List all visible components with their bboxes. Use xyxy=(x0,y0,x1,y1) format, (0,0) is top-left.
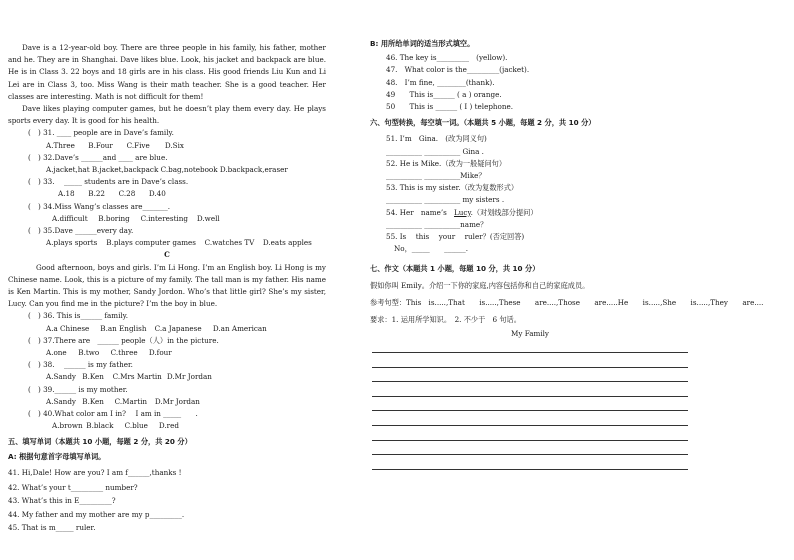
option-c: C.Martin xyxy=(114,396,148,406)
option-a: A.18 xyxy=(58,189,75,199)
question-stem: ( ) 31. ____ people are in Dave’s family. xyxy=(28,128,174,138)
question-31 xyxy=(8,127,326,151)
option-c: C.watches TV xyxy=(204,238,255,248)
fill-44: 44. My father and my mother are my p_________. xyxy=(8,509,185,519)
transform-question: 55. Is this your ruler？(否定回答) xyxy=(386,232,525,242)
question-options xyxy=(8,213,326,225)
question-36 xyxy=(8,310,326,334)
fill-41: 41. Hi,Dale! How are you? I am f______,thanks ! xyxy=(8,467,182,477)
transform-answer: __________ __________ Gina . xyxy=(386,146,484,156)
fill-42: 42. What’s your t_________ number? xyxy=(8,483,138,493)
option-a: A.brown xyxy=(52,421,83,431)
option-d: D.Six xyxy=(164,140,184,150)
option-d: D.Mr Jordan xyxy=(166,372,212,382)
transform-answer: __________ __________Mike？ xyxy=(386,171,486,181)
option-d: D.40 xyxy=(148,189,166,199)
option-a: A.a Chinese xyxy=(46,323,90,333)
section-5-heading: 五、填写单词（本题共 10 小题，每题 2 分，共 20 分） xyxy=(8,436,192,446)
section-7-heading: 七、作文（本题共 1 小题，每题 10 分，共 10 分） xyxy=(370,264,540,274)
question-stem: ( ) 40.What color am I in? I am in _____ . xyxy=(28,409,198,419)
fill-50: 50 This is ______ ( I ) telephone. xyxy=(386,102,514,112)
question-40 xyxy=(8,408,326,432)
question-33 xyxy=(8,176,326,200)
reference-text: This is.....,That is.....,These are....,Those are.....He is.....,She is.....,They are.... xyxy=(405,297,764,307)
fill-46: 46. The key is_________ (yellow). xyxy=(386,53,508,63)
transform-answer: __________ __________ my sisters . xyxy=(386,195,505,205)
option-d: D.four xyxy=(148,348,172,358)
writing-line xyxy=(372,415,688,426)
transform-52 xyxy=(370,158,690,182)
question-38 xyxy=(8,359,326,383)
option-c: C.three xyxy=(110,348,138,358)
transform-51 xyxy=(370,133,690,157)
underlined-word: Lucy xyxy=(454,207,471,217)
writing-line xyxy=(372,372,688,383)
passage-b-paragraph-2: Dave likes playing computer games, but he doesn’t play them every day. He plays sports every day. It is good for his health. xyxy=(8,104,326,126)
fill-47: 47. What color is the_________(jacket). xyxy=(386,65,530,75)
transform-question: 53. This is my sister.（改为复数形式） xyxy=(386,183,519,193)
transform-55 xyxy=(370,231,690,255)
option-c: C.Five xyxy=(126,140,150,150)
question-options xyxy=(8,140,326,152)
essay-prompt: 假如你叫 Emily。介绍一下你的家庭,内容包括你和自己的家庭成员。 xyxy=(370,280,590,290)
question-stem: ( ) 33. _____ students are in Dave’s class. xyxy=(28,177,189,187)
option-c: C.a Japanese xyxy=(154,323,202,333)
passage-c: Good afternoon, boys and girls. I’m Li Hong. I’m an English boy. Li Hong is my Chinese name. Look, this is a picture of my family. The tall man is my father. His name is Ken Martin. This is my mother, Sandy Jordon. Who’s that little girl? She’s my sister, Lucy. Can you find me in the picture? I’m the boy in blue. xyxy=(8,262,326,309)
option-c: C.28 xyxy=(118,189,136,199)
right-column xyxy=(370,38,764,474)
option-c: C.blue xyxy=(124,421,148,431)
writing-line xyxy=(372,430,688,441)
essay-title: My Family xyxy=(511,329,549,339)
option-b: B.two xyxy=(78,348,100,358)
question-stem: ( ) 37.There are ______ people（人）in the picture. xyxy=(28,335,219,345)
transform-answer: No，_____ ______. xyxy=(394,244,468,254)
question-options: A.jacket,hat B.jacket,backpack C.bag,notebook D.backpack,eraser xyxy=(46,165,288,175)
option-d: D.an American xyxy=(212,323,267,333)
option-a: A.Sandy xyxy=(46,372,76,382)
fill-48: 48. I’m fine, ________(thank). xyxy=(386,77,495,87)
transform-question: 51. I’m Gina. (改为同义句) xyxy=(386,134,487,144)
question-32 xyxy=(8,152,326,176)
passage-b-paragraph-1: Dave is a 12-year-old boy. There are three people in his family, his father, mother and he. They are in Shanghai. Dave likes blue. Look, his jacket and backpack are blue. He is in Class 3. 22 boys and 18 girls are in his class. His good friends Liu Kun and Li Lei are in Class 3, too. Miss Wang is their math teacher. She is a good teacher. Her classes are interesting. Math is not difficult for them! xyxy=(8,43,326,101)
transform-54 xyxy=(370,207,690,231)
left-column xyxy=(8,42,326,534)
fill-49: 49 This is______ ( a ) orange. xyxy=(386,89,502,99)
option-b: B.boring xyxy=(98,213,130,223)
option-a: A.difficult xyxy=(52,213,88,223)
option-a: A.one xyxy=(46,348,67,358)
question-options xyxy=(8,396,326,408)
question-options xyxy=(8,371,326,383)
transform-question: 54. Her name’s Lucy.（对划线部分提问） xyxy=(386,207,538,217)
section-5a-heading: A: 根据句意首字母填写单词。 xyxy=(8,451,106,461)
question-options xyxy=(8,347,326,359)
option-b: B.Ken xyxy=(82,372,104,382)
question-options xyxy=(8,237,326,249)
option-b: B.an English xyxy=(100,323,147,333)
writing-line xyxy=(372,342,688,353)
question-35 xyxy=(8,225,326,249)
option-d: D.red xyxy=(158,421,179,431)
transform-question: 52. He is Mike.（改为一般疑问句） xyxy=(386,158,507,168)
essay-requirements: 要求：1. 运用所学知识。 2. 不少于 6 句话。 xyxy=(370,315,521,325)
transform-53 xyxy=(370,182,690,206)
option-c: C.interesting xyxy=(140,213,188,223)
fill-43: 43. What’s this in E_________? xyxy=(8,496,116,506)
question-options xyxy=(8,420,326,432)
question-stem: ( ) 39.______ is my mother. xyxy=(28,384,128,394)
question-39 xyxy=(8,384,326,408)
question-stem: ( ) 36. This is______ family. xyxy=(28,311,129,321)
reference-patterns xyxy=(370,297,764,309)
question-options xyxy=(8,323,326,335)
option-b: B.22 xyxy=(88,189,106,199)
option-b: B.Four xyxy=(88,140,113,150)
writing-lines xyxy=(370,342,690,469)
option-b: B.plays computer games xyxy=(106,238,196,248)
passage-c-label: C xyxy=(164,250,170,260)
question-stem: ( ) 34.Miss Wang’s classes are_______. xyxy=(28,201,170,211)
option-c: C.Mrs Martin xyxy=(112,372,162,382)
transform-answer: __________ __________name？ xyxy=(386,219,488,229)
writing-line xyxy=(372,459,688,470)
fill-45: 45. That is m_____ ruler. xyxy=(8,522,96,532)
reference-label: 参考句型： xyxy=(370,297,406,307)
option-d: D.well xyxy=(196,213,220,223)
section-6-heading: 六、句型转换，每空填一词。（本题共 5 小题，每题 2 分，共 10 分） xyxy=(370,118,596,128)
question-options xyxy=(8,188,326,200)
writing-line xyxy=(372,386,688,397)
question-stem: ( ) 32.Dave’s ______and ____ are blue. xyxy=(28,152,168,162)
writing-line xyxy=(372,401,688,412)
option-a: A.Three xyxy=(46,140,75,150)
option-b: B.black xyxy=(86,421,114,431)
option-d: D.Mr Jordan xyxy=(154,396,200,406)
option-b: B.Ken xyxy=(82,396,104,406)
section-5b-heading: B: 用所给单词的适当形式填空。 xyxy=(370,39,475,48)
option-a: A.Sandy xyxy=(46,396,76,406)
option-a: A.plays sports xyxy=(46,238,98,248)
question-stem: ( ) 38. ______ is my father. xyxy=(28,360,133,370)
question-34 xyxy=(8,201,326,225)
question-37 xyxy=(8,335,326,359)
writing-line xyxy=(372,445,688,456)
option-d: D.eats apples xyxy=(262,238,312,248)
question-stem: ( ) 35.Dave ______every day. xyxy=(28,226,134,236)
writing-line xyxy=(372,357,688,368)
